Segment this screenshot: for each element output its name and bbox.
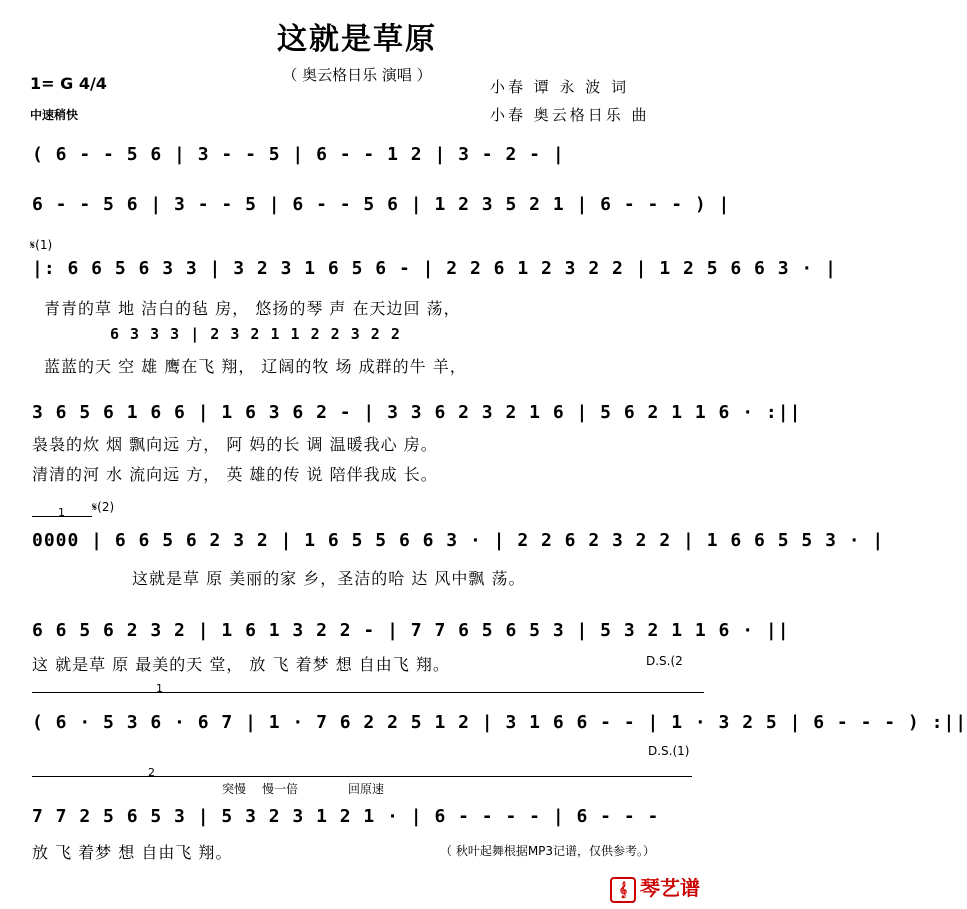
- intro-line-1: ( 6 - - 5 6 | 3 - - 5 | 6 - - 1 2 | 3 - 2 - |: [32, 144, 565, 165]
- volta-2-label: 2: [148, 766, 155, 779]
- instruction-sudden-slow: 突慢: [222, 782, 247, 796]
- segno-1: 𝄋(1): [30, 238, 53, 252]
- chorus2-lyric: 这 就是草 原 最美的天 堂， 放 飞 着梦 想 自由飞 翔。: [32, 655, 450, 674]
- ds-1-marker: D.S.(1): [648, 744, 690, 758]
- verse2-lyric-a: 袅袅的炊 烟 飘向远 方， 阿 妈的长 调 温暖我心 房。: [32, 435, 438, 454]
- tempo-marking: 中速稍快: [30, 108, 79, 122]
- verse2-lyric-b: 清清的河 水 流向远 方， 英 雄的传 说 陪伴我成 长。: [32, 465, 438, 484]
- volta-1-label: 1: [58, 506, 65, 519]
- instruction-tempo-primo: 回原速: [348, 782, 385, 796]
- instruction-half-speed: 慢一倍: [262, 782, 299, 796]
- intro-line-2: 6 - - 5 6 | 3 - - 5 | 6 - - 5 6 | 1 2 3 5 2 1 | 6 - - - ) |: [32, 194, 731, 215]
- interlude-volta-label: 1: [156, 682, 163, 695]
- volta-2-bracket: [32, 776, 692, 777]
- interlude-notes: ( 6 · 5 3 6 · 6 7 | 1 · 7 6 2 2 5 1 2 | 3 1 6 6 - - | 1 · 3 2 5 | 6 - - - ) :||: [32, 712, 967, 733]
- song-title: 这就是草原: [277, 22, 437, 57]
- verse1-lyric-b: 蓝蓝的天 空 雄 鹰在飞 翔， 辽阔的牧 场 成群的牛 羊，: [44, 357, 467, 376]
- verse1-alt-notes: 6 3 3 3 | 2 3 2 1 1 2 2 3 2 2: [110, 325, 401, 343]
- ending-lyric: 放 飞 着梦 想 自由飞 翔。: [32, 843, 233, 862]
- composer-credit: 小春 奥云格日乐 曲: [490, 106, 650, 124]
- ds-2-marker: D.S.(2: [646, 654, 683, 668]
- clef-logo-icon: 𝄞: [610, 877, 636, 903]
- performer-subtitle: （ 奥云格日乐 演唱 ）: [282, 66, 432, 84]
- transcription-note: （ 秋叶起舞根据MP3记谱，仅供参考。）: [440, 844, 656, 858]
- chorus1-lyric: 这就是草 原 美丽的家 乡，圣洁的哈 达 风中飘 荡。: [132, 569, 526, 588]
- chorus1-notes: 0000 | 6 6 5 6 2 3 2 | 1 6 5 5 6 6 3 · | 2 2 6 2 3 2 2 | 1 6 6 5 5 3 · |: [32, 530, 885, 551]
- chorus2-notes: 6 6 5 6 2 3 2 | 1 6 1 3 2 2 - | 7 7 6 5 6 5 3 | 5 3 2 1 1 6 · ||: [32, 620, 790, 641]
- verse1-lyric-a: 青青的草 地 洁白的毡 房， 悠扬的琴 声 在天边回 荡，: [44, 299, 461, 318]
- lyricist-credit: 小春 谭 永 波 词: [490, 78, 630, 96]
- verse2-notes: 3 6 5 6 1 6 6 | 1 6 3 6 2 - | 3 3 6 2 3 2 1 6 | 5 6 2 1 1 6 · :||: [32, 402, 802, 423]
- site-logo-text: 琴艺谱: [640, 876, 700, 900]
- segno-2: 𝄋(2): [92, 500, 115, 514]
- verse1-notes: |: 6 6 5 6 3 3 | 3 2 3 1 6 5 6 - | 2 2 6 1 2 3 2 2 | 1 2 5 6 6 3 · |: [32, 258, 837, 279]
- interlude-bracket: [32, 692, 704, 693]
- key-signature: 1= G 4/4: [30, 74, 107, 93]
- site-logo: [610, 872, 700, 903]
- ending-notes: 7 7 2 5 6 5 3 | 5 3 2 3 1 2 1 · | 6 - - - - | 6 - - -: [32, 806, 660, 827]
